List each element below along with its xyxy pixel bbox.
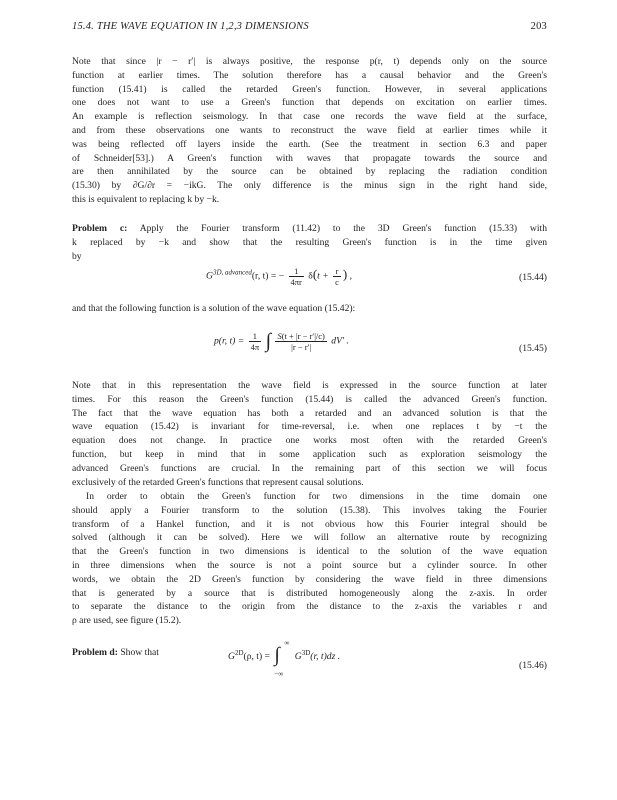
text-line: Apply the Fourier transform (11.42) to the 3D Green's function (15.33) with bbox=[139, 223, 547, 234]
text-line: should apply a Fourier transform to the solution (15.38). This involves taking the Fourier bbox=[72, 504, 547, 516]
text-line: exclusively of the retarded Green's functions that represent causal solutions. bbox=[72, 476, 364, 488]
text-line: k replaced by −k and show that the resulting Green's function is in the time given bbox=[72, 236, 547, 248]
text-line: and from these observations one wants to reconstruct the wave field at earlier times while it bbox=[72, 124, 547, 136]
text-line: and that the following function is a solution of the wave equation (15.42): bbox=[72, 303, 356, 314]
problem-d-label: Problem d: bbox=[72, 647, 118, 658]
equation-number: (15.44) bbox=[519, 272, 547, 283]
text-line: to separate the distance to the origin from the distance to the z-axis the variables r and bbox=[72, 601, 547, 613]
paragraph-2d bbox=[72, 490, 547, 628]
text-line: by bbox=[72, 250, 82, 262]
equation-number: (15.45) bbox=[519, 343, 547, 354]
text-line: (15.30) by ∂G/∂r = −ikG. The only difference is the minus sign in the right hand side, bbox=[72, 180, 547, 192]
text-line: An example is reflection seismology. In that case one records the wave field at the surface, bbox=[72, 111, 547, 123]
header-title: 15.4. THE WAVE EQUATION IN 1,2,3 DIMENSIONS bbox=[72, 21, 309, 32]
text-line: ρ are used, see figure (15.2). bbox=[72, 615, 182, 627]
text-line: In order to obtain the Green's function for two dimensions in the time domain one bbox=[86, 491, 547, 502]
text-line: equation does not change. In practice one works most often with the retarded Green's bbox=[72, 435, 547, 447]
text-line: this is equivalent to replacing k by −k. bbox=[72, 193, 220, 205]
problem-c-label: Problem c: bbox=[72, 223, 128, 234]
text-line: words, we obtain the 2D Green's function by considering the wave field in three dimensions bbox=[72, 573, 547, 585]
paragraph-advanced bbox=[72, 379, 547, 489]
text-line: was being reflected off layers inside the earth. (See the treatment in section 6.3 and paper bbox=[72, 138, 547, 150]
equation-15-46: $G^{2D}(\rho$, t) = ∫ ∞ −∞ $G^{3D}(r$, t)dz . (15.46) bbox=[228, 639, 547, 678]
problem-c bbox=[72, 222, 547, 263]
text-line: Note that in this representation the wave field is expressed in the source function at later bbox=[72, 380, 547, 391]
paragraph-causal bbox=[72, 55, 547, 207]
text-line: transform of a Hankel function, and it is not obvious how this Fourier integral should be bbox=[72, 518, 547, 530]
text-line: wave equation (15.42) is invariant for time-reversal, i.e. when one replaces t by −t the bbox=[72, 421, 547, 433]
equation-15-45: p(r, t) = $\frac{1}{4\pi}$ ∫ $\frac{S(t + |r - r'|/c)}{|r - r'|}$ dV′ . (15.45) bbox=[214, 330, 547, 354]
text-line: function (15.41) is called the retarded Green's function. However, in several applications bbox=[72, 83, 547, 95]
text-line: advanced Green's functions are crucial. In the remaining part of this section we will focus bbox=[72, 462, 547, 474]
text-line: are then annihilated by the source can be obtained by replacing the radiation condition bbox=[72, 166, 547, 178]
text-line: times. For this reason the Green's function (15.44) is called the advanced Green's function. bbox=[72, 393, 547, 405]
text-line: solved (although it can be solved). Here we will follow an alternative route by recognizing bbox=[72, 532, 547, 544]
text-line: that the Green's function in two dimensions is identical to the solution of the wave equation bbox=[72, 546, 547, 558]
text-line: one does not want to use a Green's function that depends on excitation on earlier times. bbox=[72, 97, 547, 109]
text-line: function at earlier times. The solution therefore has a causal behavior and the Green's bbox=[72, 69, 547, 81]
text-line: Note that since |r − r′| is always positive, the response p(r, t) depends only on the source bbox=[72, 56, 547, 67]
problem-d: Problem d: Show that bbox=[72, 647, 159, 658]
page-number: 203 bbox=[530, 21, 547, 32]
text-line: in three dimensions when the source is not a point source but a cylinder source. In other bbox=[72, 559, 547, 571]
text-line: of Schneider[53].) A Green's function with waves that propagate towards the source and bbox=[72, 152, 547, 164]
running-header bbox=[72, 21, 547, 35]
text-connector bbox=[72, 302, 547, 316]
text-line: function, but keep in mind that in some application such as exploration seismology the bbox=[72, 448, 547, 460]
equation-15-44: $G^{3D, advanced}(r$, t) = − $\frac{1}{4\pi r}$ δ(t + $\frac{r}{c}$ ) , (15.44) bbox=[206, 266, 547, 287]
text-line: The fact that the wave equation has both a retarded and an advanced solution is that the bbox=[72, 407, 547, 419]
equation-number: (15.46) bbox=[519, 660, 547, 671]
text-line: that is generated by a source that is distributed homogeneously along the z-axis. In order bbox=[72, 587, 547, 599]
